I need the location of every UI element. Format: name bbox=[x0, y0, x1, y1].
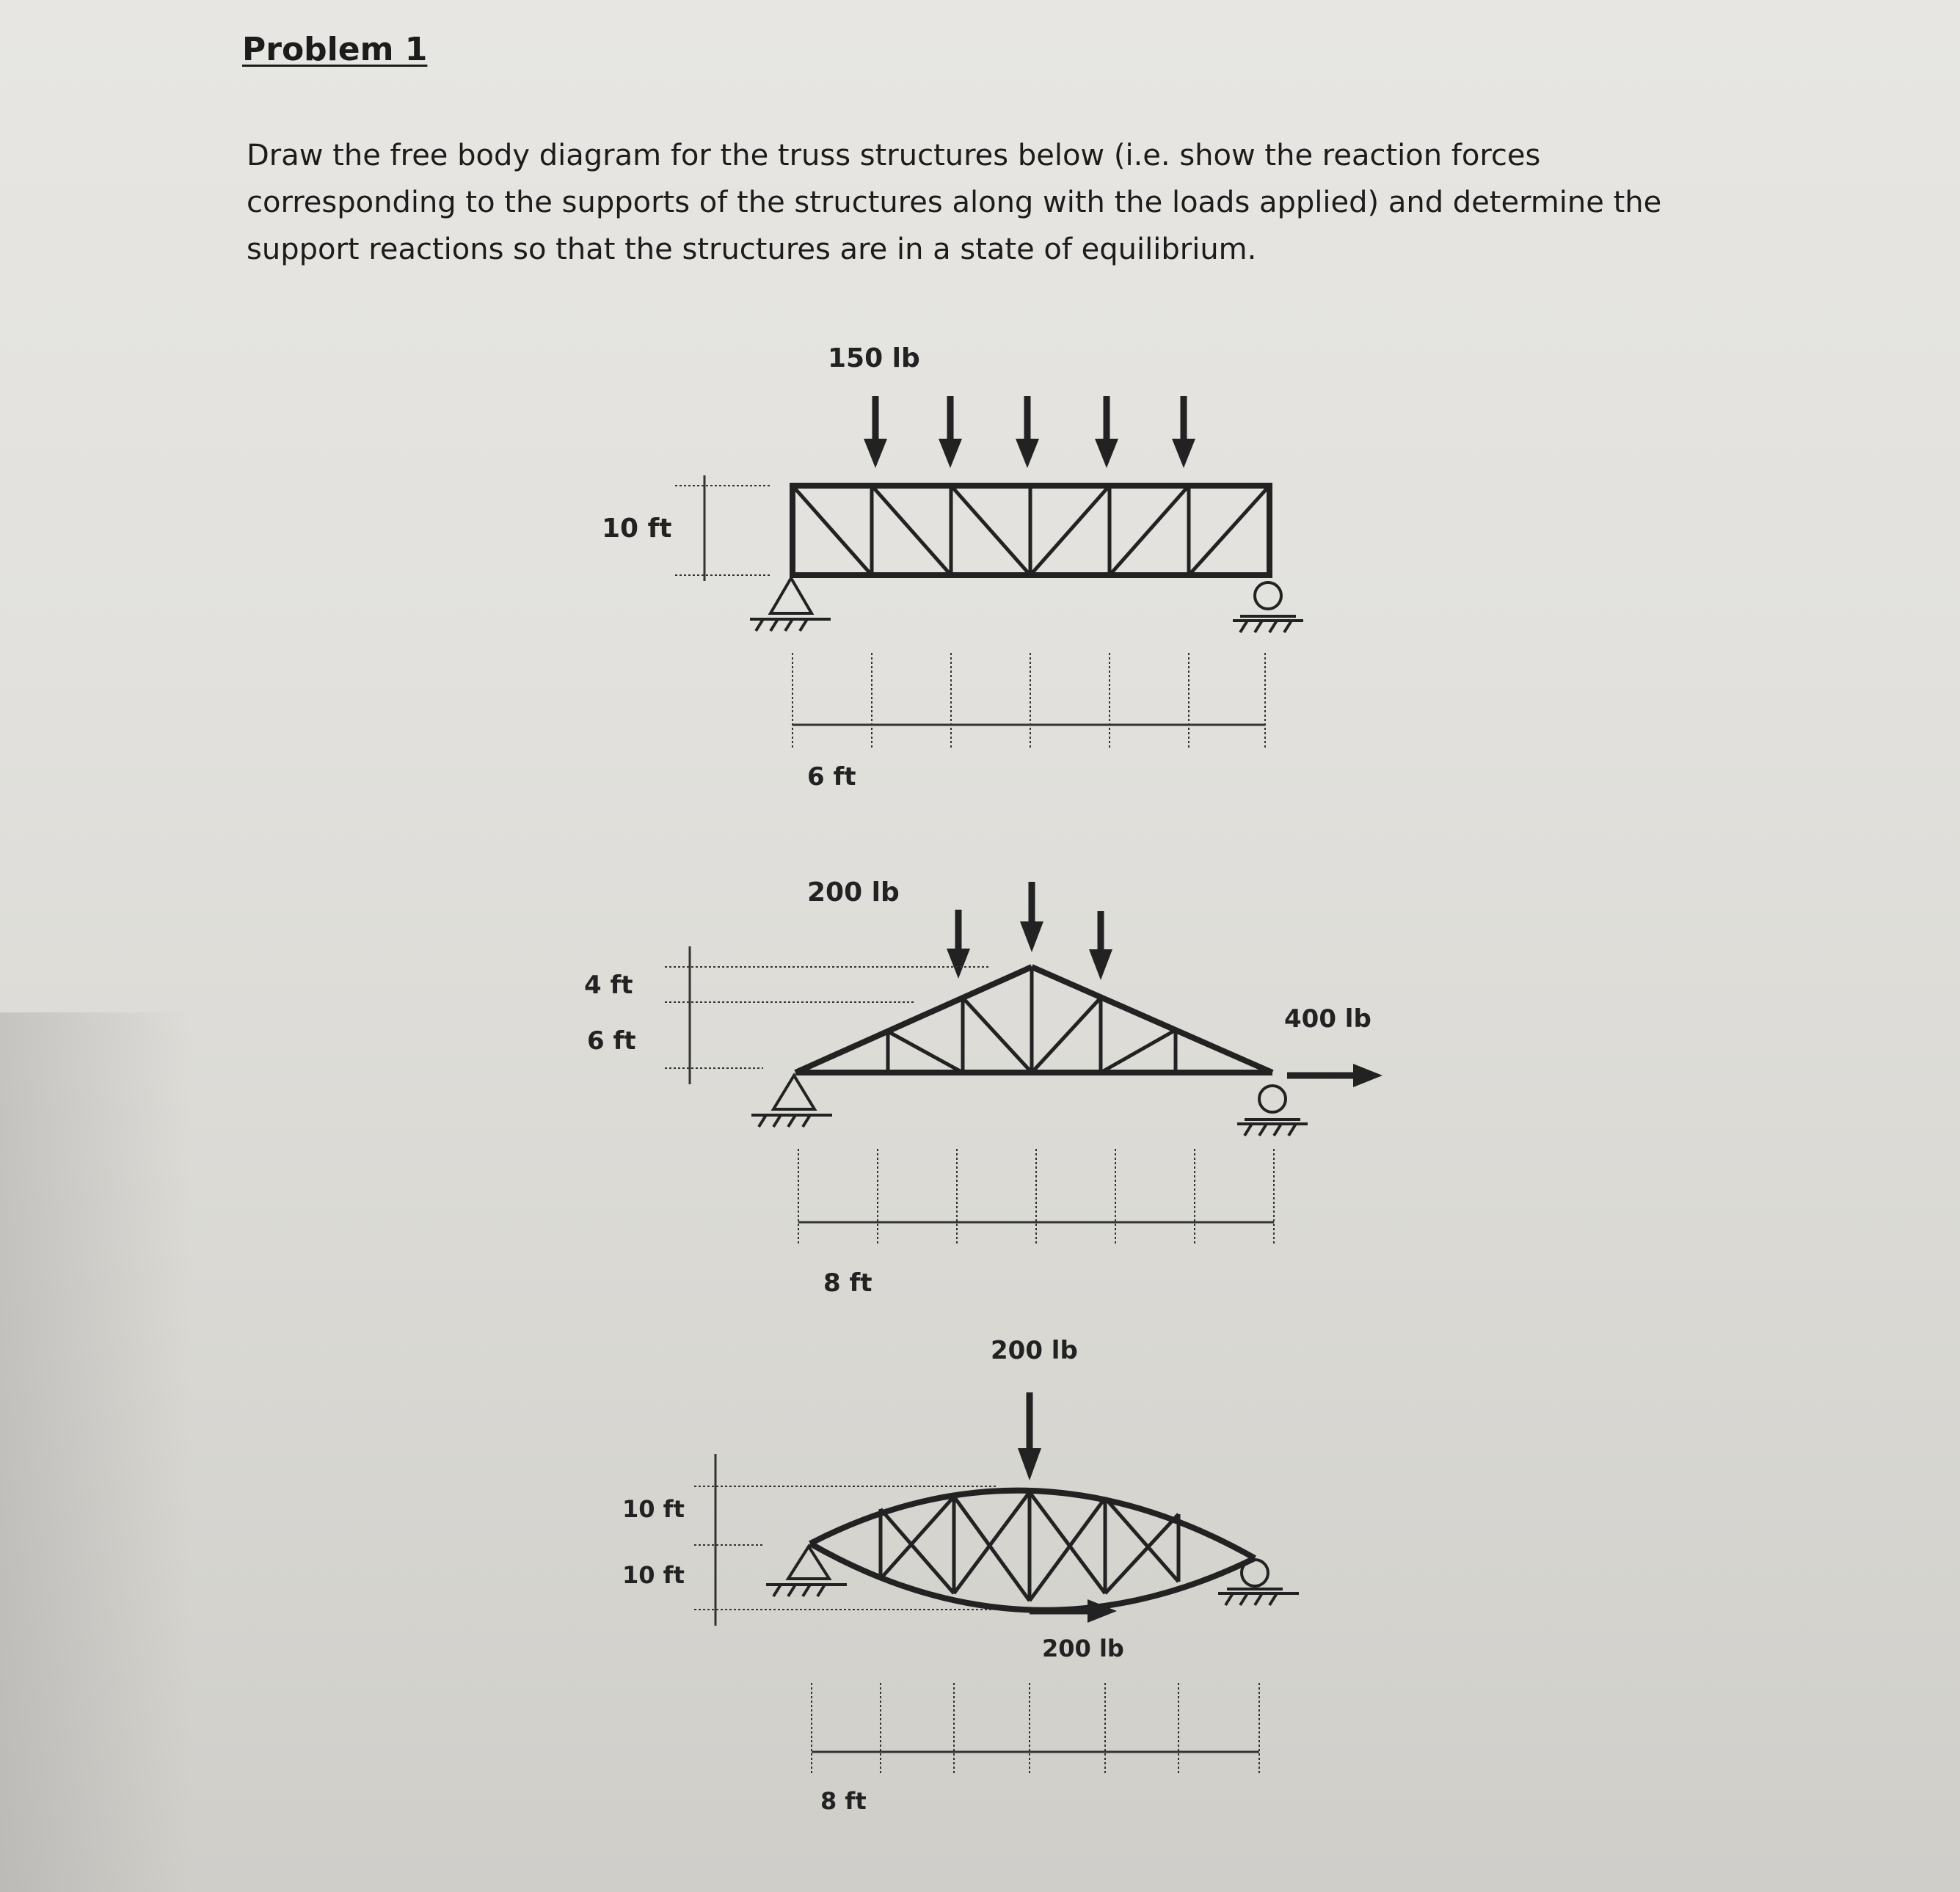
vertical-load-arrow bbox=[1018, 1392, 1041, 1480]
truss-1-load-label: 150 lb bbox=[828, 343, 920, 373]
truss-2-upper-height-label: 4 ft bbox=[584, 971, 633, 1000]
roller-support bbox=[1237, 1086, 1308, 1136]
height-dimension bbox=[665, 946, 991, 1084]
truss-2-horizontal-load-label: 400 lb bbox=[1284, 1004, 1371, 1034]
load-arrow bbox=[1089, 911, 1112, 980]
truss-1-height-label: 10 ft bbox=[602, 514, 672, 544]
truss-3-vertical-load-label: 200 lb bbox=[991, 1336, 1078, 1365]
truss-2-load-label: 200 lb bbox=[807, 877, 900, 907]
truss-2-members bbox=[795, 967, 1272, 1073]
roller-support bbox=[1233, 582, 1303, 632]
panel-dimension bbox=[812, 1683, 1259, 1774]
truss-1-load-arrows bbox=[864, 396, 1195, 468]
truss-3 bbox=[622, 1336, 1299, 1815]
problem-title: Problem 1 bbox=[242, 31, 428, 68]
height-dimension bbox=[675, 475, 772, 581]
truss-3-upper-height-label: 10 ft bbox=[622, 1495, 685, 1523]
pin-support bbox=[751, 1075, 832, 1127]
truss-1-members bbox=[793, 486, 1269, 575]
panel-dimension bbox=[793, 653, 1265, 748]
load-arrow bbox=[1020, 882, 1043, 952]
truss-3-lower-height-label: 10 ft bbox=[622, 1561, 685, 1589]
truss-3-members bbox=[810, 1491, 1255, 1610]
load-arrow bbox=[1172, 396, 1195, 468]
truss-1-panel-label: 6 ft bbox=[807, 762, 856, 792]
horizontal-load-arrow bbox=[1287, 1064, 1382, 1087]
truss-2-panel-label: 8 ft bbox=[823, 1268, 872, 1298]
load-arrow bbox=[1095, 396, 1118, 468]
truss-1 bbox=[602, 343, 1303, 792]
pin-support bbox=[750, 578, 831, 631]
problem-instructions: Draw the free body diagram for the truss structures below (i.e. show the reaction forces corresponding to the supports of the structures along with the loads applied) and determine the support reactions so that the structures are in a state of equilibrium. bbox=[247, 139, 1662, 266]
truss-3-horizontal-load-label: 200 lb bbox=[1042, 1635, 1124, 1662]
truss-2-lower-height-label: 6 ft bbox=[587, 1026, 636, 1056]
horizontal-load-arrow bbox=[1030, 1599, 1117, 1623]
panel-dimension bbox=[798, 1149, 1274, 1244]
truss-2 bbox=[584, 877, 1382, 1298]
truss-3-panel-label: 8 ft bbox=[820, 1787, 867, 1815]
load-arrow bbox=[864, 396, 887, 468]
load-arrow bbox=[947, 910, 970, 979]
load-arrow bbox=[939, 396, 962, 468]
load-arrow bbox=[1016, 396, 1039, 468]
